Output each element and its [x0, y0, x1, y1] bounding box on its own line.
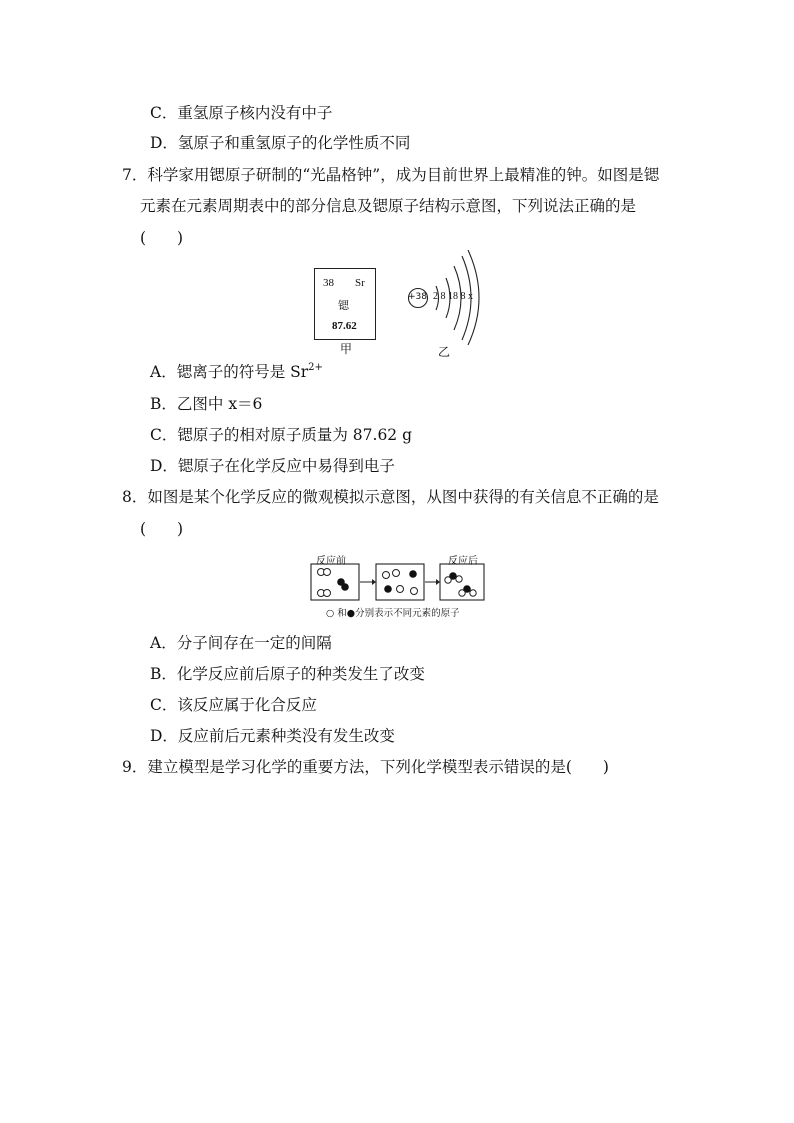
- reaction-diagram: [310, 562, 486, 604]
- atomic-number: 38: [323, 277, 334, 289]
- element-name: 锶: [338, 300, 349, 312]
- figure-caption-yi: 乙: [438, 345, 451, 359]
- box-middle: [376, 564, 424, 600]
- q7-answer-paren: ( ): [140, 229, 184, 247]
- q7-option-b: B．乙图中 x＝6: [150, 395, 263, 413]
- q7-option-a-charge: 2+: [308, 362, 323, 373]
- q8-option-a: A．分子间存在一定的间隔: [150, 634, 332, 652]
- q7-stem-line2: 元素在元素周期表中的部分信息及锶原子结构示意图，下列说法正确的是: [140, 197, 637, 215]
- q8-stem-line1: 8．如图是某个化学反应的微观模拟示意图，从图中获得的有关信息不正确的是: [122, 488, 659, 506]
- q8-option-b: B．化学反应前后原子的种类发生了改变: [150, 665, 425, 683]
- q7-option-c: C．锶原子的相对原子质量为 87.62 g: [150, 426, 413, 444]
- q7-option-a: [150, 362, 323, 382]
- q9-stem-line1: 9．建立模型是学习化学的重要方法，下列化学模型表示错误的是( ): [122, 758, 609, 776]
- q7-option-a-text: A．锶离子的符号是 Sr: [150, 363, 309, 381]
- reaction-legend: ○ 和●分别表示不同元素的原子: [326, 608, 460, 619]
- label-before: 反应前: [316, 556, 346, 567]
- q6-option-d: D．氢原子和重氢原子的化学性质不同: [150, 134, 411, 152]
- q7-option-d: D．锶原子在化学反应中易得到电子: [150, 457, 395, 475]
- label-after: 反应后: [448, 556, 478, 567]
- element-card: [314, 268, 376, 340]
- figure-caption-jia: 甲: [340, 342, 353, 356]
- nucleus-charge: +38: [408, 292, 427, 302]
- element-symbol: Sr: [355, 277, 365, 289]
- q8-option-d: D．反应前后元素种类没有发生改变: [150, 727, 395, 745]
- q6-option-c: C．重氢原子核内没有中子: [150, 104, 333, 122]
- q8-answer-paren: ( ): [140, 520, 184, 538]
- electron-shells: 2 8 18 8 x: [433, 291, 473, 302]
- q7-stem-line1: 7．科学家用锶原子研制的“光晶格钟”，成为目前世界上最精准的钟。如图是锶: [122, 166, 660, 184]
- atomic-mass: 87.62: [332, 320, 357, 332]
- q8-option-c: C．该反应属于化合反应: [150, 696, 317, 714]
